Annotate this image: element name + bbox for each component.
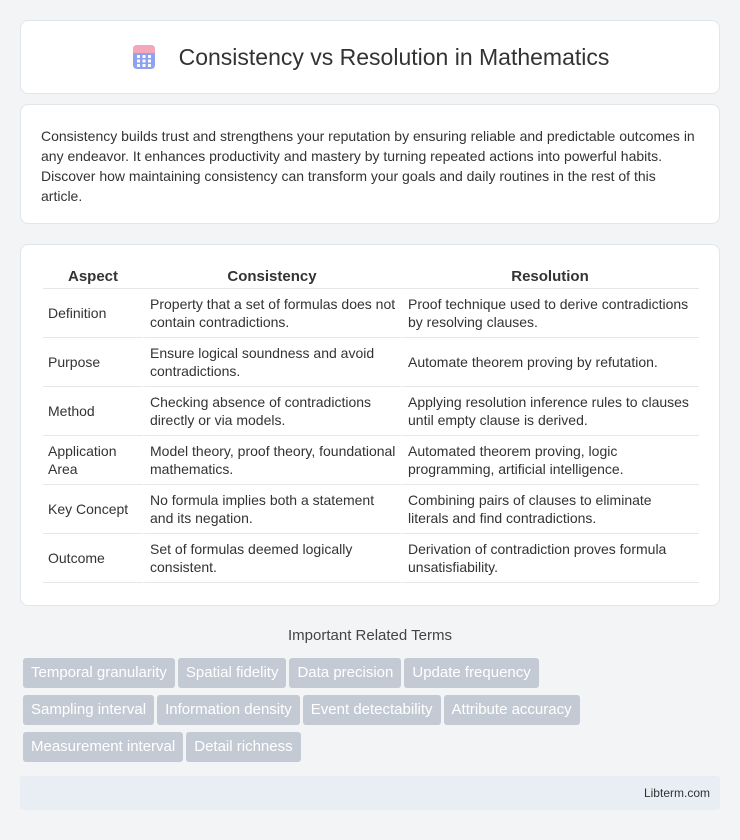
- row-aspect: Key Concept: [43, 485, 143, 534]
- related-term-tag[interactable]: Sampling interval: [23, 695, 154, 725]
- row-resolution: Derivation of contradiction proves formula unsatisfiability.: [401, 534, 699, 583]
- intro-card: [20, 104, 720, 224]
- row-aspect: Purpose: [43, 338, 143, 387]
- row-aspect: Definition: [43, 289, 143, 338]
- related-term-tag[interactable]: Attribute accuracy: [444, 695, 580, 725]
- related-term-tag[interactable]: Event detectability: [303, 695, 441, 725]
- row-consistency: Property that a set of formulas does not contain contradictions.: [143, 289, 401, 338]
- related-term-tag[interactable]: Update frequency: [404, 658, 538, 688]
- table-row: [43, 436, 699, 485]
- footer: [20, 776, 720, 810]
- header-card: [20, 20, 720, 94]
- row-consistency: Set of formulas deemed logically consistent.: [143, 534, 401, 583]
- header-consistency: Consistency: [143, 265, 401, 289]
- related-term-tag[interactable]: Temporal granularity: [23, 658, 175, 688]
- row-consistency: Ensure logical soundness and avoid contradictions.: [143, 338, 401, 387]
- related-term-tag[interactable]: Detail richness: [186, 732, 300, 762]
- row-resolution: Automated theorem proving, logic programming, artificial intelligence.: [401, 436, 699, 485]
- page-title: Consistency vs Resolution in Mathematics: [178, 43, 610, 70]
- row-resolution: Combining pairs of clauses to eliminate literals and find contradictions.: [401, 485, 699, 534]
- table-row: [43, 338, 699, 387]
- related-term-tag[interactable]: Measurement interval: [23, 732, 183, 762]
- table-row: [43, 387, 699, 436]
- row-resolution: Applying resolution inference rules to clauses until empty clause is derived.: [401, 387, 699, 436]
- table-header-row: [43, 265, 699, 289]
- table-row: [43, 534, 699, 583]
- table-row: [43, 289, 699, 338]
- related-term-tag[interactable]: Data precision: [289, 658, 401, 688]
- footer-site-link[interactable]: Libterm.com: [643, 786, 710, 800]
- intro-text: Consistency builds trust and strengthens your reputation by ensuring reliable and predictable outcomes in any endeavor. It enhances productivity and mastery by turning repeated actions into powerful habits. Discover how maintaining consistency can transform your goals and daily routines in the rest of this article.: [41, 128, 695, 204]
- calculator-icon: [131, 44, 157, 70]
- header-resolution: Resolution: [401, 265, 699, 289]
- row-consistency: No formula implies both a statement and its negation.: [143, 485, 401, 534]
- row-aspect: Application Area: [43, 436, 143, 485]
- row-resolution: Proof technique used to derive contradictions by resolving clauses.: [401, 289, 699, 338]
- row-aspect: Outcome: [43, 534, 143, 583]
- header-aspect: Aspect: [43, 265, 143, 289]
- row-aspect: Method: [43, 387, 143, 436]
- comparison-table: [43, 265, 699, 583]
- row-consistency: Model theory, proof theory, foundational mathematics.: [143, 436, 401, 485]
- row-consistency: Checking absence of contradictions directly or via models.: [143, 387, 401, 436]
- row-resolution: Automate theorem proving by refutation.: [401, 338, 699, 387]
- related-terms-list: [23, 658, 723, 769]
- related-term-tag[interactable]: Information density: [157, 695, 300, 725]
- comparison-card: [20, 244, 720, 606]
- related-terms-title: Important Related Terms: [288, 627, 452, 644]
- related-term-tag[interactable]: Spatial fidelity: [178, 658, 287, 688]
- table-row: [43, 485, 699, 534]
